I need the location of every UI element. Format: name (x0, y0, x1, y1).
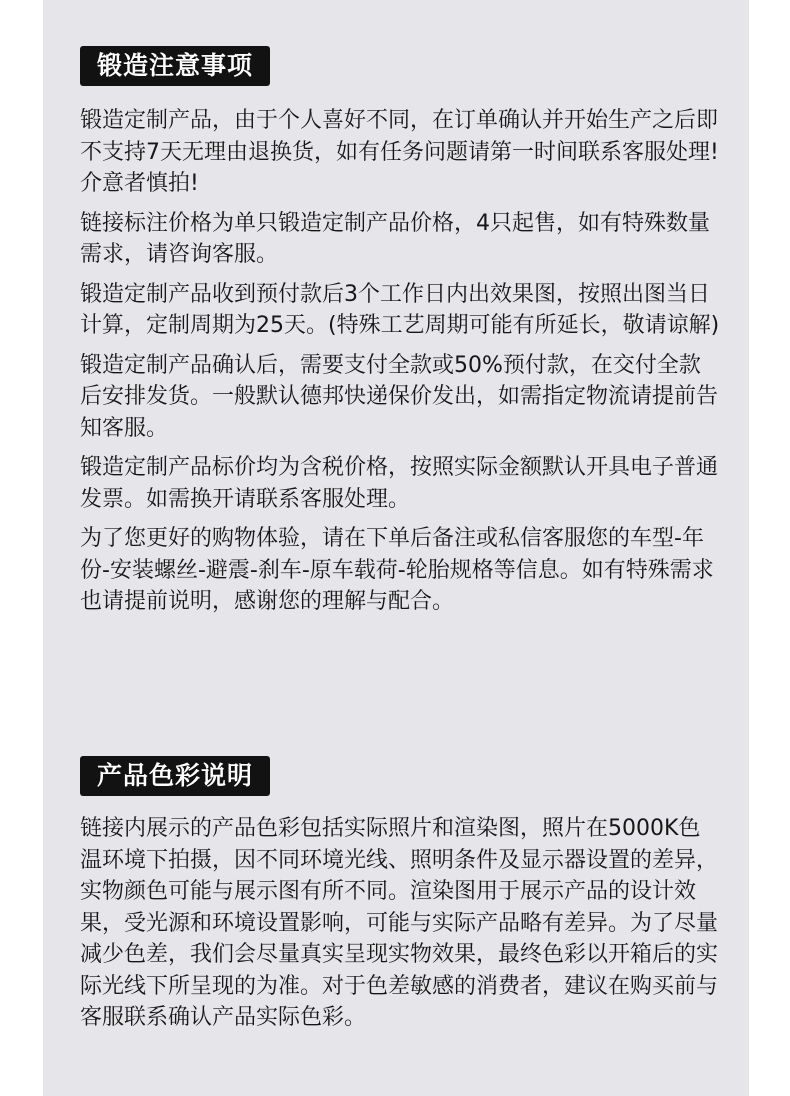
paragraph-return-policy: 锻造定制产品，由于个人喜好不同，在订单确认并开始生产之后即不支持7天无理由退换货，如有任务问题请第一时间联系客服处理!介意者慎拍! (80, 108, 719, 196)
paragraph-payment-shipping: 锻造定制产品确认后，需要支付全款或50%预付款，在交付全款后安排发货。一般默认德邦快递保价发出，如需指定物流请提前告知客服。 (80, 352, 719, 441)
forging-notes-body (80, 105, 720, 626)
color-notes-body (80, 813, 720, 1042)
paragraph-invoice: 锻造定制产品标价均为含税价格，按照实际金额默认开具电子普通发票。如需换开请联系客服处理。 (80, 455, 719, 512)
paragraph-production-cycle: 锻造定制产品收到预付款后3个工作日内出效果图，按照出图当日计算，定制周期为25天。(特殊工艺周期可能有所延长，敬请谅解) (80, 281, 720, 338)
paragraph-vehicle-info: 为了您更好的购物体验，请在下单后备注或私信客服您的车型-年份-安装螺丝-避震-刹车-原车载荷-轮胎规格等信息。如有特殊需求也请提前说明，感谢您的理解与配合。 (80, 526, 714, 614)
paragraph-color-description: 链接内展示的产品色彩包括实际照片和渲染图，照片在5000K色温环境下拍摄，因不同环境光线、照明条件及显示器设置的差异，实物颜色可能与展示图有所不同。渲染图用于展示产品的设计效果，受光源和环境设置影响，可能与实际产品略有差异。为了尽量减少色差，我们会尽量真实呈现实物效果，最终色彩以开箱后的实际光线下所呈现的为准。对于色差敏感的消费者，建议在购买前与客服联系确认产品实际色彩。 (80, 816, 719, 1030)
section-heading-forging-notes: 锻造注意事项 (80, 46, 270, 86)
paragraph-pricing: 链接标注价格为单只锻造定制产品价格，4只起售，如有特殊数量需求，请咨询客服。 (80, 210, 710, 267)
section-heading-color-notes: 产品色彩说明 (80, 756, 270, 796)
